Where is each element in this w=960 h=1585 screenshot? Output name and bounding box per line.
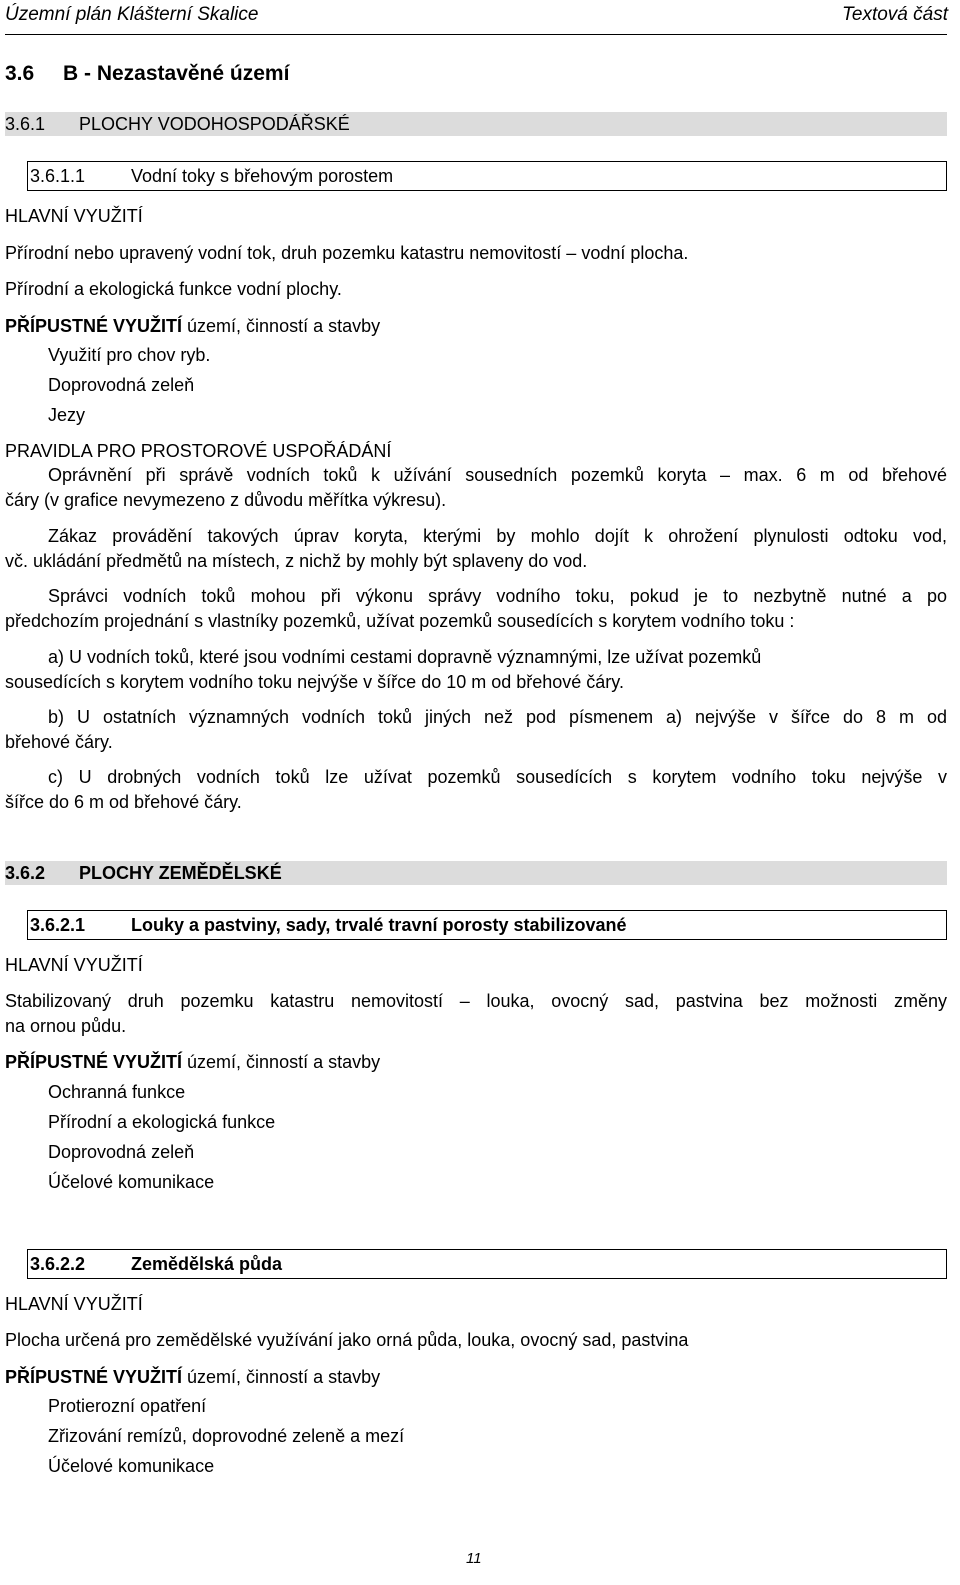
group-title: PLOCHY VODOHOSPODÁŘSKÉ <box>79 114 350 134</box>
permitted-item: Přírodní a ekologická funkce <box>48 1112 276 1132</box>
permitted-item: Účelové komunikace <box>48 1456 215 1476</box>
spatial-rules-label: PRAVIDLA PRO PROSTOROVÉ USPOŘÁDÁNÍ <box>5 441 392 461</box>
rule-line: Oprávnění při správě vodních toků k užívání sousedních pozemků koryta – max. 6 m od břehové <box>48 465 947 485</box>
permitted-item: Využití pro chov ryb. <box>48 345 211 365</box>
permitted-use-label-bold: PŘÍPUSTNÉ VYUŽITÍ <box>5 1052 183 1072</box>
subsection-number: 3.6.2.1 <box>30 915 86 935</box>
permitted-use-label-bold: PŘÍPUSTNÉ VYUŽITÍ <box>5 1367 183 1387</box>
main-use-label: HLAVNÍ VYUŽITÍ <box>5 206 143 226</box>
main-use-label: HLAVNÍ VYUŽITÍ <box>5 955 143 975</box>
header-document-title: Územní plán Klášterní Skalice <box>5 4 259 25</box>
subsection-heading-1 <box>30 166 393 187</box>
section-heading <box>5 62 289 86</box>
main-use-line: Přírodní nebo upravený vodní tok, druh pozemku katastru nemovitostí – vodní plocha. <box>5 243 689 263</box>
rule-line: b) U ostatních významných vodních toků jiných než pod písmenem a) nejvýše v šířce do 8 m od <box>48 707 947 727</box>
main-use-line: na ornou půdu. <box>5 1016 127 1036</box>
rule-line: čáry (v grafice nevymezeno z důvodu měřítka výkresu). <box>5 490 447 510</box>
rule-line: c) U drobných vodních toků lze užívat pozemků sousedících s korytem vodního toku nejvýše v <box>48 767 947 787</box>
permitted-use-label <box>5 1367 380 1388</box>
main-use-paragraph <box>5 989 947 1039</box>
rule-line: sousedících s korytem vodního toku nejvýše v šířce do 10 m od břehové čáry. <box>5 672 624 692</box>
permitted-item: Protierozní opatření <box>48 1396 207 1416</box>
permitted-use-label <box>5 1052 380 1073</box>
rule-paragraph <box>5 765 947 815</box>
group-heading-1 <box>5 114 350 135</box>
rule-paragraph <box>5 463 947 513</box>
permitted-item: Doprovodná zeleň <box>48 375 195 395</box>
permitted-item: Zřizování remízů, doprovodné zeleně a mezí <box>48 1426 405 1446</box>
subsection-heading-2 <box>30 915 627 936</box>
main-use-line: Přírodní a ekologická funkce vodní plochy. <box>5 279 342 299</box>
main-use-line: Stabilizovaný druh pozemku katastru nemovitostí – louka, ovocný sad, pastvina bez možnosti změny <box>5 991 947 1011</box>
header-divider <box>5 34 947 35</box>
group-number: 3.6.2 <box>5 863 46 883</box>
subsection-number: 3.6.2.2 <box>30 1254 86 1274</box>
main-use-line: Plocha určená pro zemědělské využívání jako orná půda, louka, ovocný sad, pastvina <box>5 1330 689 1350</box>
permitted-item: Účelové komunikace <box>48 1172 215 1192</box>
rule-line: břehové čáry. <box>5 732 113 752</box>
rule-line: předchozím projednání s vlastníky pozemků, užívat pozemků sousedících s korytem vodního toku : <box>5 611 795 631</box>
permitted-item: Doprovodná zeleň <box>48 1142 195 1162</box>
rule-paragraph <box>5 584 947 634</box>
subsection-number: 3.6.1.1 <box>30 166 86 186</box>
rule-line: a) U vodních toků, které jsou vodními cestami dopravně významnými, lze užívat pozemků <box>48 647 762 667</box>
subsection-title: Zemědělská půda <box>131 1254 283 1274</box>
permitted-use-label-rest: území, činností a stavby <box>182 316 381 336</box>
permitted-item: Ochranná funkce <box>48 1082 186 1102</box>
page-number: 11 <box>466 1550 482 1567</box>
rule-line: vč. ukládání předmětů na místech, z nichž by mohly být splaveny do vod. <box>5 551 588 571</box>
main-use-label: HLAVNÍ VYUŽITÍ <box>5 1294 143 1314</box>
group-heading-2 <box>5 863 282 884</box>
header-section-label: Textová část <box>842 4 948 25</box>
permitted-item: Jezy <box>48 405 86 425</box>
group-title: PLOCHY ZEMĚDĚLSKÉ <box>79 863 282 883</box>
permitted-use-label-bold: PŘÍPUSTNÉ VYUŽITÍ <box>5 316 183 336</box>
group-number: 3.6.1 <box>5 114 46 134</box>
section-title: B - Nezastavěné území <box>63 62 290 85</box>
rule-line: šířce do 6 m od břehové čáry. <box>5 792 242 812</box>
rule-paragraph <box>5 524 947 574</box>
section-number: 3.6 <box>5 62 35 85</box>
permitted-use-label-rest: území, činností a stavby <box>182 1367 381 1387</box>
permitted-use-label-rest: území, činností a stavby <box>182 1052 381 1072</box>
rule-line: Správci vodních toků mohou při výkonu správy vodního toku, pokud je to nezbytně nutné a po <box>48 586 947 606</box>
rule-line: Zákaz provádění takových úprav koryta, kterými by mohlo dojít k ohrožení plynulosti odtoku vod, <box>48 526 947 546</box>
subsection-heading-3 <box>30 1254 282 1275</box>
rule-paragraph <box>5 705 947 755</box>
subsection-title: Louky a pastviny, sady, trvalé travní porosty stabilizované <box>131 915 627 935</box>
subsection-title: Vodní toky s břehovým porostem <box>131 166 394 186</box>
rule-paragraph <box>5 645 947 695</box>
permitted-use-label <box>5 316 380 337</box>
